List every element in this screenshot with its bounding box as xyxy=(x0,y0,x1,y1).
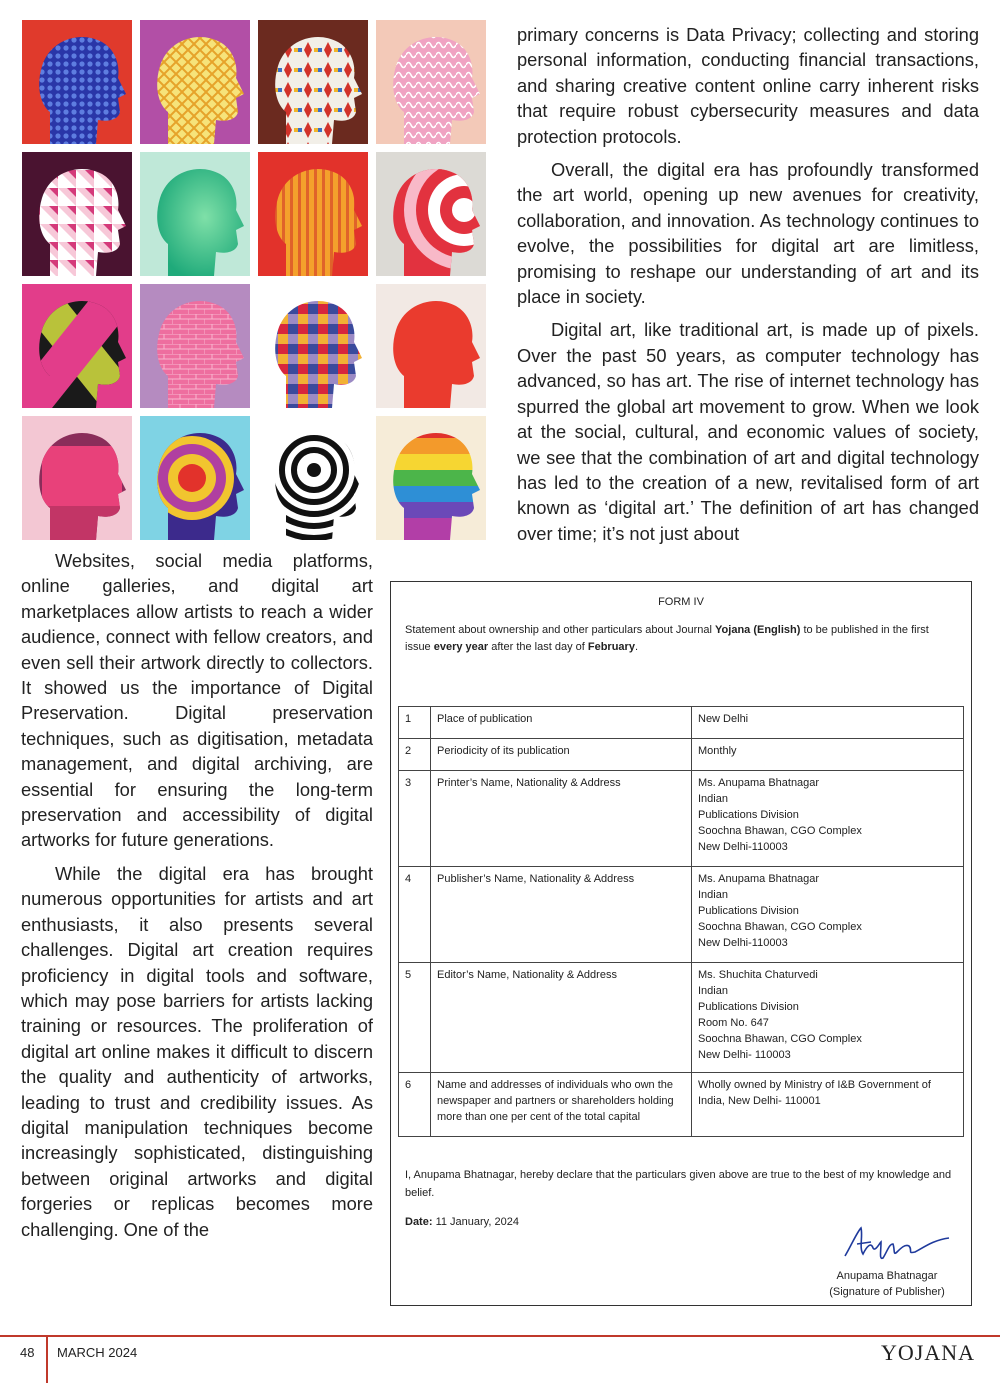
footer-rule xyxy=(0,1335,1000,1337)
row-value xyxy=(692,771,964,867)
particulars-table xyxy=(398,706,964,1137)
journal-name: Yojana (English) xyxy=(715,624,801,636)
statement-text: after the last day of xyxy=(488,641,588,653)
issue-date: MARCH 2024 xyxy=(57,1345,138,1360)
row-value-line: Publications Division xyxy=(698,1001,799,1013)
table-row xyxy=(399,963,964,1073)
statement-month: February xyxy=(587,641,635,653)
paragraph-overall: Overall, the digital era has profoundly transformed the art world, opening up new avenues for creativity, collaboration, and innovation. As technology continues to evolve, the possibilities for digital art are limitless, promising to reshape our understanding of art and its place in society. xyxy=(517,159,979,308)
row-number: 6 xyxy=(399,1073,431,1137)
date-label: Date: xyxy=(405,1216,433,1228)
paragraph-challenges: While the digital era has brought numerous opportunities for artists and art enthusiasts, it also presents several challenges. Digital art creation requires proficiency in digital tools and software, which may pose barriers for artists lacking training or resources. The proliferation of digital art online makes it difficult to discern the quality and authenticity of artworks, leading to trust and credibility issues. As digital manipulation techniques become increasingly sophisticated, distinguishing between original artworks and digital forgeries or replicas becomes more challenging. One of the xyxy=(21,862,373,1240)
row-value-line: Room No. 647 xyxy=(698,1017,769,1029)
footer-divider xyxy=(46,1335,48,1383)
row-field: Printer’s Name, Nationality & Address xyxy=(431,771,692,867)
row-value-line: Publications Division xyxy=(698,905,799,917)
row-field: Publisher’s Name, Nationality & Address xyxy=(431,867,692,963)
row-number: 3 xyxy=(399,771,431,867)
row-value xyxy=(692,1073,964,1137)
head-tile-spiral xyxy=(258,416,368,540)
declaration-date xyxy=(405,1216,519,1228)
paragraph-digital-art-pixels: Digital art, like traditional art, is made up of pixels. Over the past 50 years, as computer technology has advanced, so has art. The rise of internet technology has spurred the global art movement to grow. When we look at the social, cultural, and economic values of society, we see that the combination of art and digital technology has led to the creation of a new, revitalised form of art known as ‘digital art.’ The definition of art has changed over time; it’s not just about xyxy=(517,319,979,544)
table-row xyxy=(399,707,964,739)
head-tile-brick xyxy=(140,284,250,408)
table-row xyxy=(399,771,964,867)
head-tile-rainbow xyxy=(376,416,486,540)
row-value-line: Ms. Anupama Bhatnagar xyxy=(698,777,820,789)
row-value xyxy=(692,867,964,963)
row-value-line: Ms. Shuchita Chaturvedi xyxy=(698,969,818,981)
form-title: FORM IV xyxy=(658,596,704,608)
head-tile-striped xyxy=(258,152,368,276)
row-field: Editor’s Name, Nationality & Address xyxy=(431,963,692,1073)
row-value-line: Soochna Bhawan, CGO Complex xyxy=(698,921,862,933)
form-iv-box xyxy=(390,581,972,1306)
signatory-block xyxy=(817,1268,957,1300)
row-value-line: Publications Division xyxy=(698,809,799,821)
row-number: 5 xyxy=(399,963,431,1073)
head-tile-target-rings xyxy=(376,152,486,276)
row-value-line: Soochna Bhawan, CGO Complex xyxy=(698,1033,862,1045)
row-field: Periodicity of its publication xyxy=(431,739,692,771)
row-value-line: Wholly owned by Ministry of I&B Government of India, New Delhi- 110001 xyxy=(698,1079,931,1107)
row-value-line: New Delhi-110003 xyxy=(698,841,788,853)
signatory-name: Anupama Bhatnagar xyxy=(836,1270,938,1282)
row-value xyxy=(692,739,964,771)
row-number: 1 xyxy=(399,707,431,739)
row-number: 4 xyxy=(399,867,431,963)
declaration-text: I, Anupama Bhatnagar, hereby declare that the particulars given above are true to the best of my knowledge and belief. xyxy=(405,1169,952,1199)
statement-text: . xyxy=(634,641,639,653)
head-tile-pink-wave xyxy=(376,20,486,144)
signatory-role: (Signature of Publisher) xyxy=(829,1286,945,1298)
head-tile-red xyxy=(376,284,486,408)
row-value xyxy=(692,707,964,739)
row-value-line: Ms. Anupama Bhatnagar xyxy=(698,873,820,885)
row-value-line: Monthly xyxy=(698,745,737,757)
head-tile-yellow-pattern xyxy=(140,20,250,144)
left-text-column xyxy=(21,548,373,1250)
row-value-line: New Delhi- 110003 xyxy=(698,1049,791,1061)
date-value: 11 January, 2024 xyxy=(435,1216,519,1228)
head-tile-green-gradient xyxy=(140,152,250,276)
artwork-heads-grid xyxy=(22,20,486,546)
row-number: 2 xyxy=(399,739,431,771)
head-tile-grid-dots xyxy=(22,20,132,144)
head-tile-pixel-mosaic xyxy=(258,284,368,408)
signature-mark xyxy=(837,1222,957,1262)
form-statement xyxy=(405,622,957,656)
row-value-line: Indian xyxy=(698,985,728,997)
paragraph-data-privacy: primary concerns is Data Privacy; collecting and storing personal information, conducting financial transactions, and sharing creative content online carry inherent risks that require robust cybersecurity measures and data protection protocols. xyxy=(517,24,979,147)
row-value-line: New Delhi-110003 xyxy=(698,937,788,949)
row-field: Place of publication xyxy=(431,707,692,739)
head-tile-sunburst xyxy=(140,416,250,540)
row-field: Name and addresses of individuals who own the newspaper and partners or shareholders holding more than one per cent of the total capital xyxy=(431,1073,692,1137)
table-row xyxy=(399,739,964,771)
page-number: 48 xyxy=(20,1345,35,1360)
head-tile-x-cross xyxy=(22,284,132,408)
signature xyxy=(837,1222,957,1265)
statement-text: Statement about ownership and other particulars about Journal xyxy=(405,624,716,636)
row-value-line: Indian xyxy=(698,889,728,901)
head-tile-triangles xyxy=(22,152,132,276)
statement-emphasis: every year xyxy=(433,641,489,653)
row-value-line: Indian xyxy=(698,793,728,805)
row-value-line: Soochna Bhawan, CGO Complex xyxy=(698,825,862,837)
table-row xyxy=(399,1073,964,1137)
row-value xyxy=(692,963,964,1073)
head-tile-pink-blocks xyxy=(22,416,132,540)
right-text-column xyxy=(517,22,979,554)
table-row xyxy=(399,867,964,963)
head-tile-folk-pattern xyxy=(258,20,368,144)
row-value-line: New Delhi xyxy=(698,713,749,725)
statement-text: to be published in the first issue xyxy=(405,624,929,653)
paragraph-websites: Websites, social media platforms, online galleries, and digital art marketplaces allow artists to reach a wider audience, connect with fellow creators, and even sell their artwork directly to collectors. It showed us the importance of Digital Preservation. Digital preservation techniques, such as digitisation, metadata management, and digital archiving, are essential for ensuring the long-term preservation and accessibility of digital artworks for future generations. xyxy=(21,550,373,851)
magazine-brand: YOJANA xyxy=(881,1340,975,1365)
